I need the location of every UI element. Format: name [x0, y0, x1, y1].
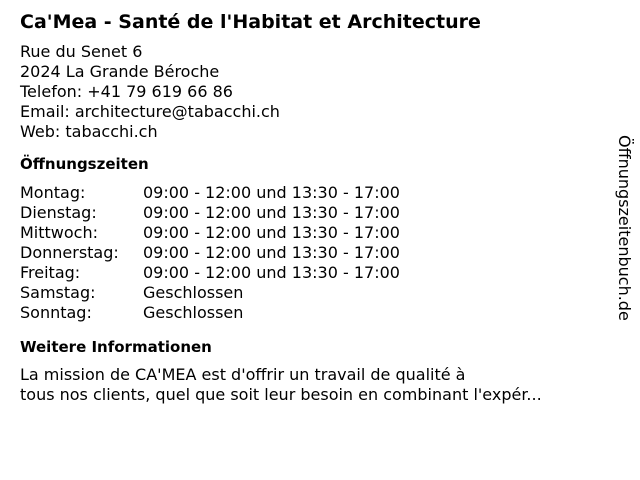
day-hours: 09:00 - 12:00 und 13:30 - 17:00 — [143, 203, 400, 222]
day-hours: Geschlossen — [143, 303, 244, 322]
day-label: Dienstag: — [20, 203, 97, 222]
opening-hours-table — [20, 183, 600, 323]
description-line: La mission de CA'MEA est d'offrir un travail de qualité à — [20, 365, 466, 384]
more-info-heading: Weitere Informationen — [20, 338, 212, 356]
business-card — [20, 10, 600, 405]
phone-number: Telefon: +41 79 619 66 86 — [20, 82, 233, 101]
street-address: Rue du Senet 6 — [20, 42, 143, 61]
day-label: Montag: — [20, 183, 86, 202]
day-label: Mittwoch: — [20, 223, 98, 242]
email-address: Email: architecture@tabacchi.ch — [20, 102, 280, 121]
day-hours: 09:00 - 12:00 und 13:30 - 17:00 — [143, 223, 400, 242]
description-line: tous nos clients, quel que soit leur besoin en combinant l'expér... — [20, 385, 542, 404]
day-hours: 09:00 - 12:00 und 13:30 - 17:00 — [143, 183, 400, 202]
city-address: 2024 La Grande Béroche — [20, 62, 220, 81]
day-label: Sonntag: — [20, 303, 92, 322]
day-hours: 09:00 - 12:00 und 13:30 - 17:00 — [143, 263, 400, 282]
contact-block — [20, 42, 600, 142]
day-hours: Geschlossen — [143, 283, 244, 302]
hours-row-thursday — [20, 243, 600, 263]
day-hours: 09:00 - 12:00 und 13:30 - 17:00 — [143, 243, 400, 262]
day-label: Freitag: — [20, 263, 81, 282]
description-text — [20, 365, 600, 405]
hours-row-saturday — [20, 283, 600, 303]
site-watermark: Öffnungszeitenbuch.de — [615, 135, 634, 321]
business-title: Ca'Mea - Santé de l'Habitat et Architecture — [20, 11, 481, 33]
day-label: Samstag: — [20, 283, 96, 302]
opening-hours-heading: Öffnungszeiten — [20, 155, 149, 173]
hours-row-friday — [20, 263, 600, 283]
hours-row-tuesday — [20, 203, 600, 223]
hours-row-wednesday — [20, 223, 600, 243]
website: Web: tabacchi.ch — [20, 122, 158, 141]
hours-row-monday — [20, 183, 600, 203]
hours-row-sunday — [20, 303, 600, 323]
day-label: Donnerstag: — [20, 243, 119, 262]
